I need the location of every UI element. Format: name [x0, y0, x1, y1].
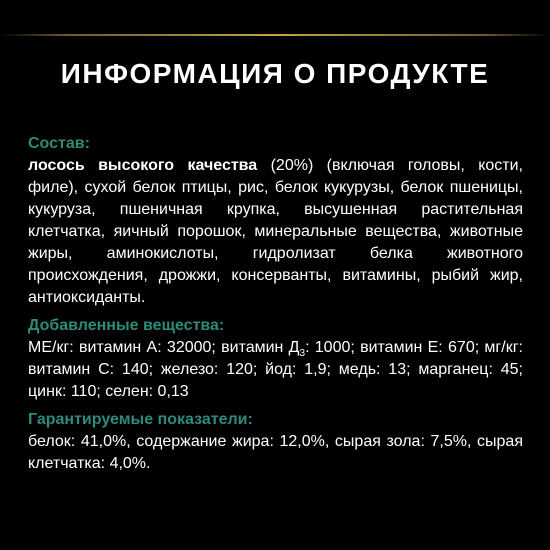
additives-part2: : 1000; витамин Е: 670; мг/кг: витамин С: 140; железо: 120; йод: 1,9; медь: 13; марганец: 45; цинк: 110; селен: 0,13	[28, 339, 523, 400]
additives-heading: Добавленные вещества:	[28, 317, 225, 334]
additives-text	[28, 337, 523, 403]
composition-heading: Состав:	[28, 135, 90, 152]
guaranteed-heading: Гарантируемые показатели:	[28, 411, 253, 428]
product-info-content	[28, 133, 523, 475]
additives-subscript: 3	[299, 348, 306, 360]
gold-divider-line	[0, 34, 550, 36]
page-title: ИНФОРМАЦИЯ О ПРОДУКТЕ	[60, 58, 490, 89]
additives-part1: МЕ/кг: витамин А: 32000; витамин Д	[28, 339, 300, 356]
composition-highlight: лосось высокого качества	[28, 157, 258, 174]
guaranteed-text: белок: 41,0%, содержание жира: 12,0%, сырая зола: 7,5%, сырая клетчатка: 4,0%.	[28, 433, 523, 472]
composition-rest: (20%) (включая головы, кости, филе), сухой белок птицы, рис, белок кукурузы, белок пшеницы, кукуруза, пшеничная крупка, высушенная растительная клетчатка, яичный порошок, минеральные вещества, животные жиры, аминокислоты, гидролизат белка животного происхождения, дрожжи, консерванты, витамины, рыбий жир, антиоксиданты.	[28, 157, 524, 306]
composition-text	[28, 155, 523, 309]
